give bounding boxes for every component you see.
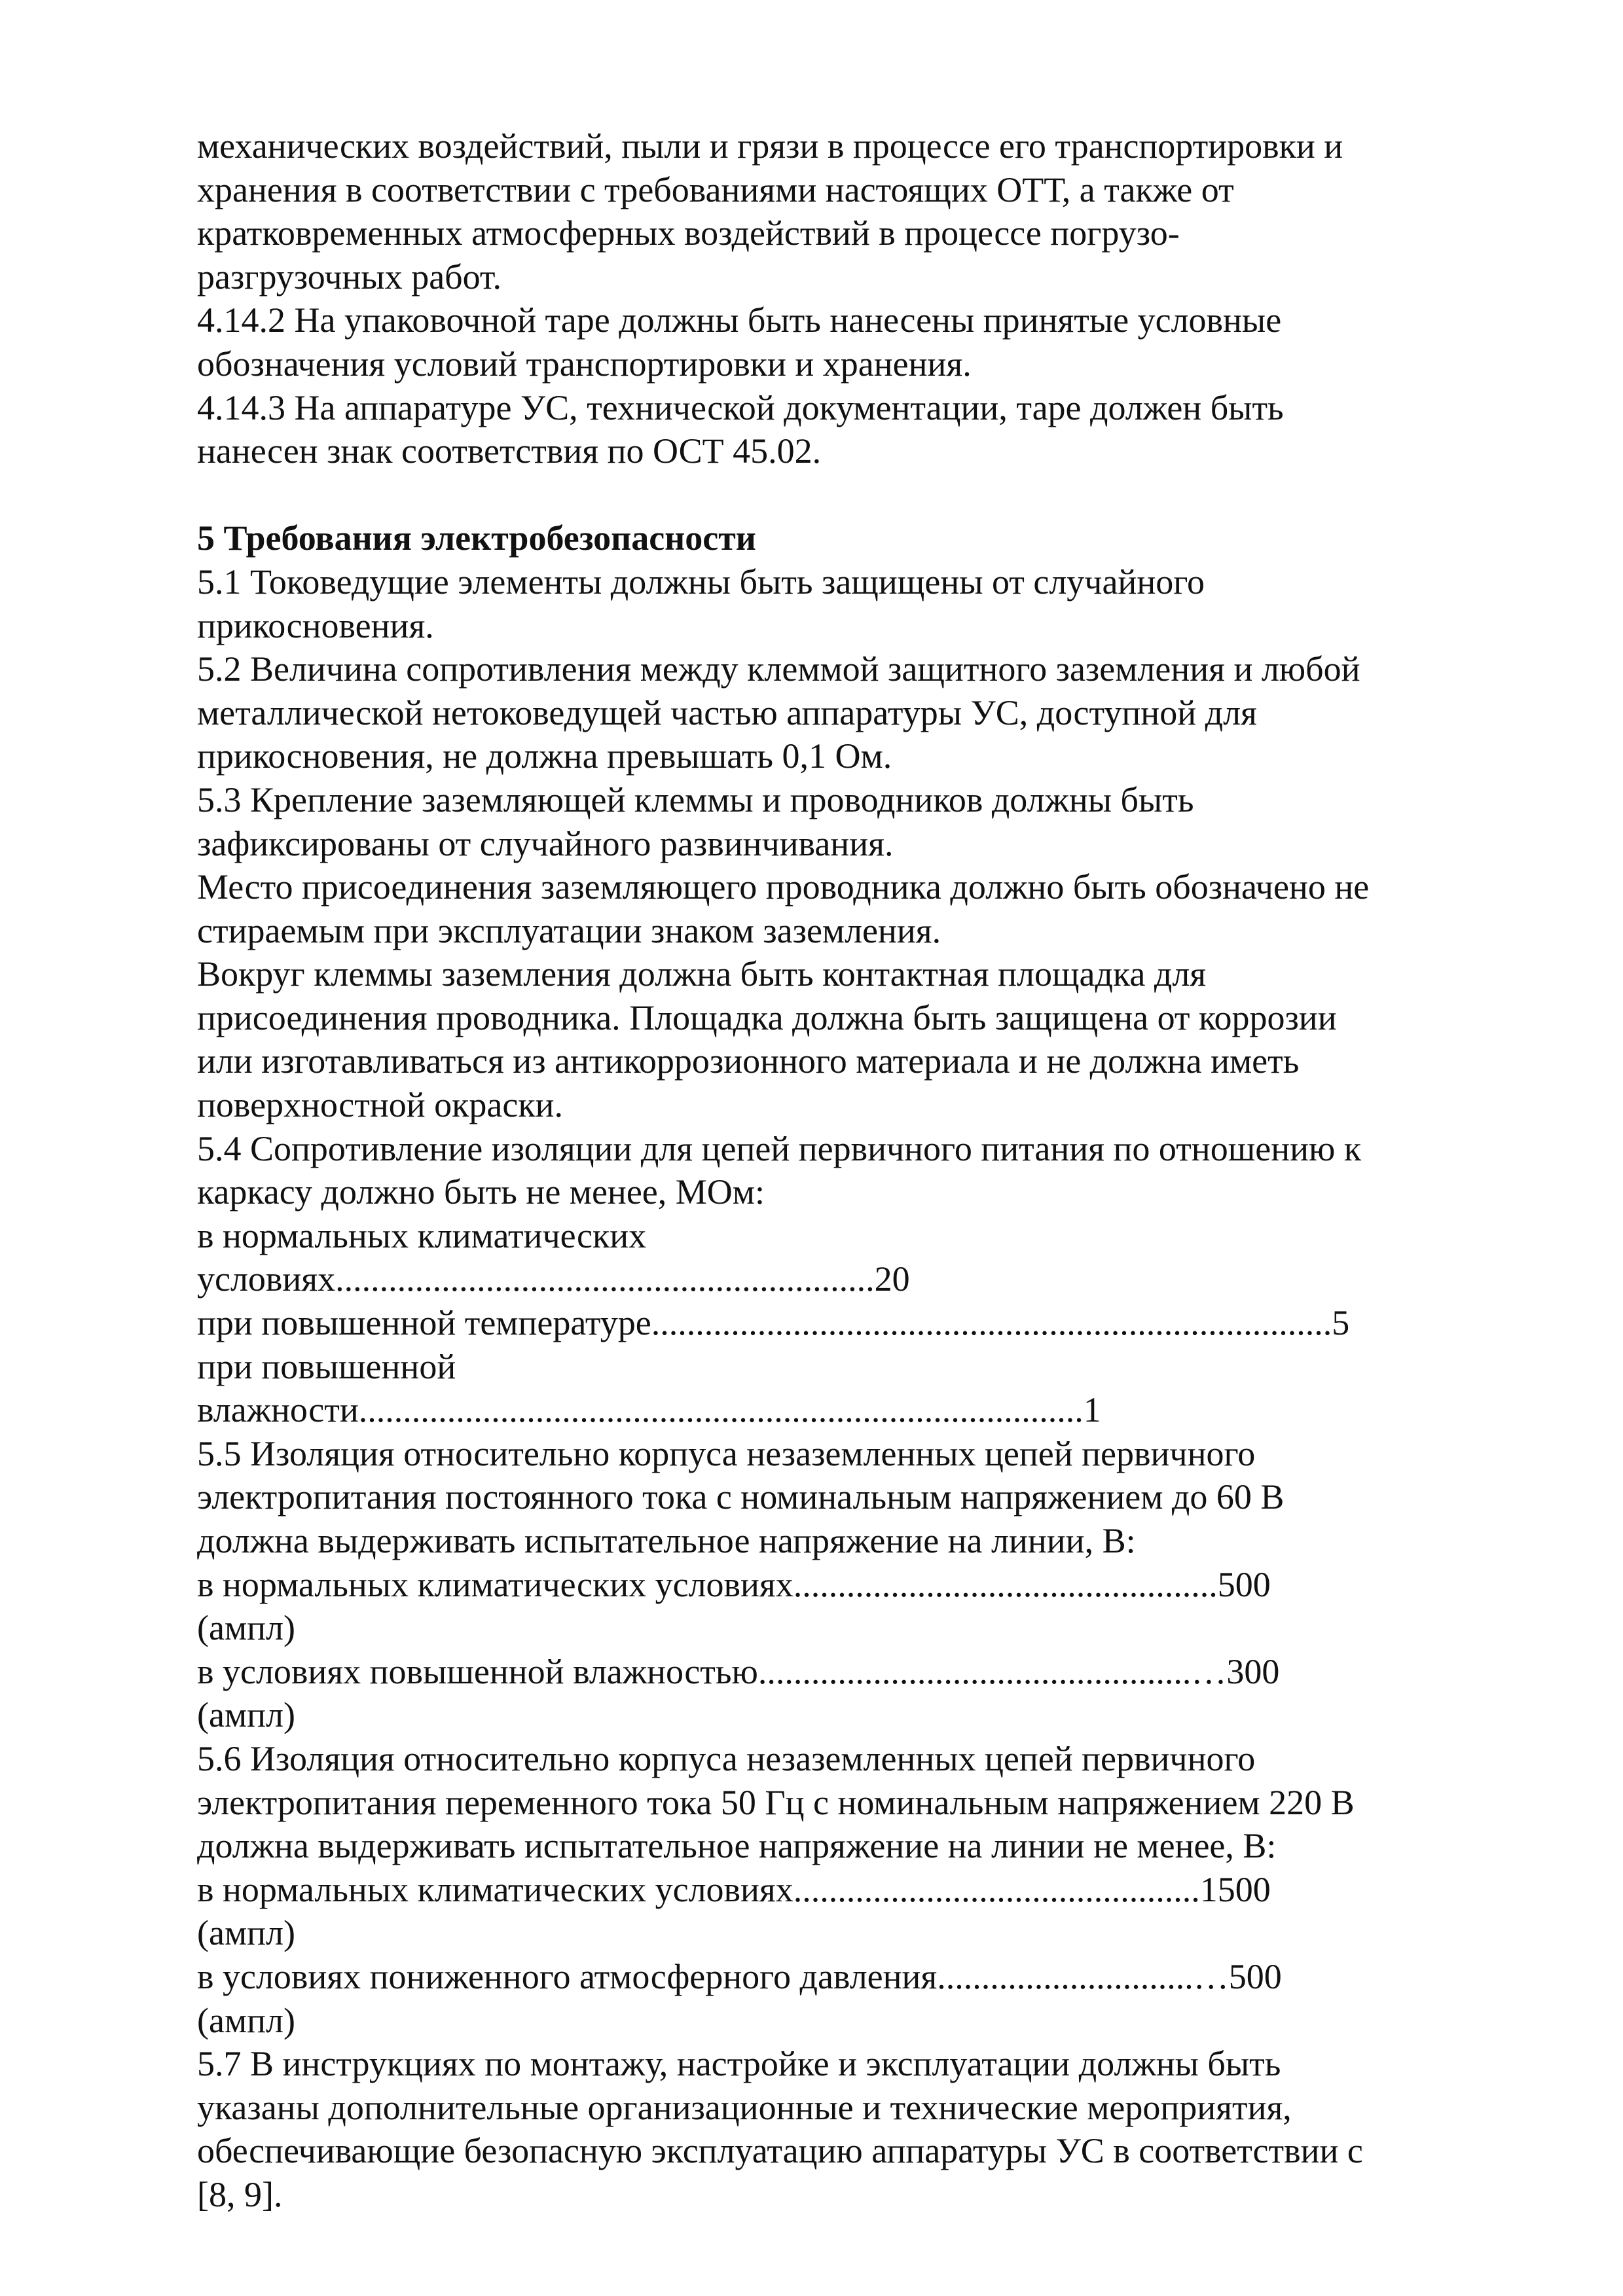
intro-paragraph <box>197 124 1493 298</box>
clause-5-3-contact-pad <box>197 952 1493 1126</box>
text-line: каркасу должно быть не менее, МОм: <box>197 1172 765 1212</box>
text-line: в условиях пониженного атмосферного давления.............................…500 <box>197 1956 1282 1996</box>
text-line: обозначения условий транспортировки и хранения. <box>197 344 972 384</box>
clause-5-1 <box>197 560 1493 647</box>
text-line: в нормальных климатических условиях................................................500 <box>197 1564 1271 1604</box>
text-line: электропитания постоянного тока с номинальным напряжением до 60 В <box>197 1477 1285 1517</box>
text-line: металлической нетоковедущей частью аппаратуры УС, доступной для <box>197 692 1257 732</box>
text-line: Место присоединения заземляющего проводника должно быть обозначено не <box>197 867 1370 907</box>
clause-5-5 <box>197 1432 1493 1737</box>
text-line: [8, 9]. <box>197 2174 283 2214</box>
text-line: стираемым при эксплуатации знаком заземления. <box>197 910 941 950</box>
text-line: при повышенной <box>197 1346 456 1386</box>
text-line: зафиксированы от случайного развинчивания. <box>197 823 894 863</box>
text-line: поверхностной окраски. <box>197 1085 563 1125</box>
paragraph-spacer <box>197 473 1493 517</box>
text-line: 5.5 Изоляция относительно корпуса незаземленных цепей первичного <box>197 1433 1256 1473</box>
text-line: (ампл) <box>197 1608 295 1648</box>
text-line: при повышенной температуре.............................................................................5 <box>197 1303 1350 1343</box>
document-page <box>197 124 1493 2217</box>
text-line: механических воздействий, пыли и грязи в процессе его транспортировки и <box>197 126 1343 166</box>
clause-5-6 <box>197 1737 1493 2042</box>
text-line: 4.14.2 На упаковочной таре должны быть нанесены принятые условные <box>197 300 1282 340</box>
text-line: 5.6 Изоляция относительно корпуса незаземленных цепей первичного <box>197 1738 1256 1778</box>
text-line: кратковременных атмосферных воздействий в процессе погрузо- <box>197 213 1180 253</box>
text-line: 4.14.3 На аппаратуре УС, технической документации, таре должен быть <box>197 387 1284 427</box>
text-line: обеспечивающие безопасную эксплуатацию аппаратуры УС в соответствии с <box>197 2131 1363 2171</box>
text-line: присоединения проводника. Площадка должна быть защищена от коррозии <box>197 997 1337 1037</box>
clause-5-7 <box>197 2042 1493 2216</box>
text-line: прикосновения, не должна превышать 0,1 Ом. <box>197 736 892 776</box>
clause-5-3 <box>197 778 1493 865</box>
text-line: 5.7 В инструкциях по монтажу, настройке и эксплуатации должны быть <box>197 2044 1281 2084</box>
text-line: нанесен знак соответствия по ОСТ 45.02. <box>197 431 822 471</box>
text-line: прикосновения. <box>197 605 434 645</box>
text-line: (ампл) <box>197 1695 295 1735</box>
text-line: 5.3 Крепление заземляющей клеммы и проводников должны быть <box>197 780 1194 819</box>
text-line: должна выдерживать испытательное напряжение на линии не менее, В: <box>197 1826 1277 1866</box>
text-line: (ампл) <box>197 2000 295 2040</box>
text-line: или изготавливаться из антикоррозионного материала и не должна иметь <box>197 1041 1300 1081</box>
section-5-heading: 5 Требования электробезопасности <box>197 518 756 558</box>
clause-5-2 <box>197 647 1493 778</box>
text-line: в условиях повышенной влажностью.................................................…300 <box>197 1651 1280 1691</box>
text-line: 5.2 Величина сопротивления между клеммой защитного заземления и любой <box>197 649 1360 689</box>
text-line: разгрузочных работ. <box>197 257 501 296</box>
text-line: хранения в соответствии с требованиями настоящих ОТТ, а также от <box>197 170 1234 209</box>
text-line: в нормальных климатических условиях..............................................1500 <box>197 1869 1271 1909</box>
clause-4-14-2 <box>197 298 1493 386</box>
text-line: должна выдерживать испытательное напряжение на линии, В: <box>197 1521 1136 1560</box>
text-line: влажности..................................................................................1 <box>197 1390 1101 1430</box>
clause-5-3-ground-mark <box>197 865 1493 952</box>
clause-5-4 <box>197 1127 1493 1432</box>
text-line: электропитания переменного тока 50 Гц с номинальным напряжением 220 В <box>197 1782 1355 1822</box>
text-line: указаны дополнительные организационные и технические мероприятия, <box>197 2087 1292 2127</box>
clause-4-14-3 <box>197 386 1493 473</box>
text-line: 5.4 Сопротивление изоляции для цепей первичного питания по отношению к <box>197 1128 1362 1168</box>
text-line: 5.1 Токоведущие элементы должны быть защищены от случайного <box>197 562 1205 601</box>
text-line: условиях.............................................................20 <box>197 1259 910 1299</box>
text-line: (ампл) <box>197 1913 295 1953</box>
text-line: Вокруг клеммы заземления должна быть контактная площадка для <box>197 954 1207 994</box>
text-line: в нормальных климатических <box>197 1215 647 1255</box>
